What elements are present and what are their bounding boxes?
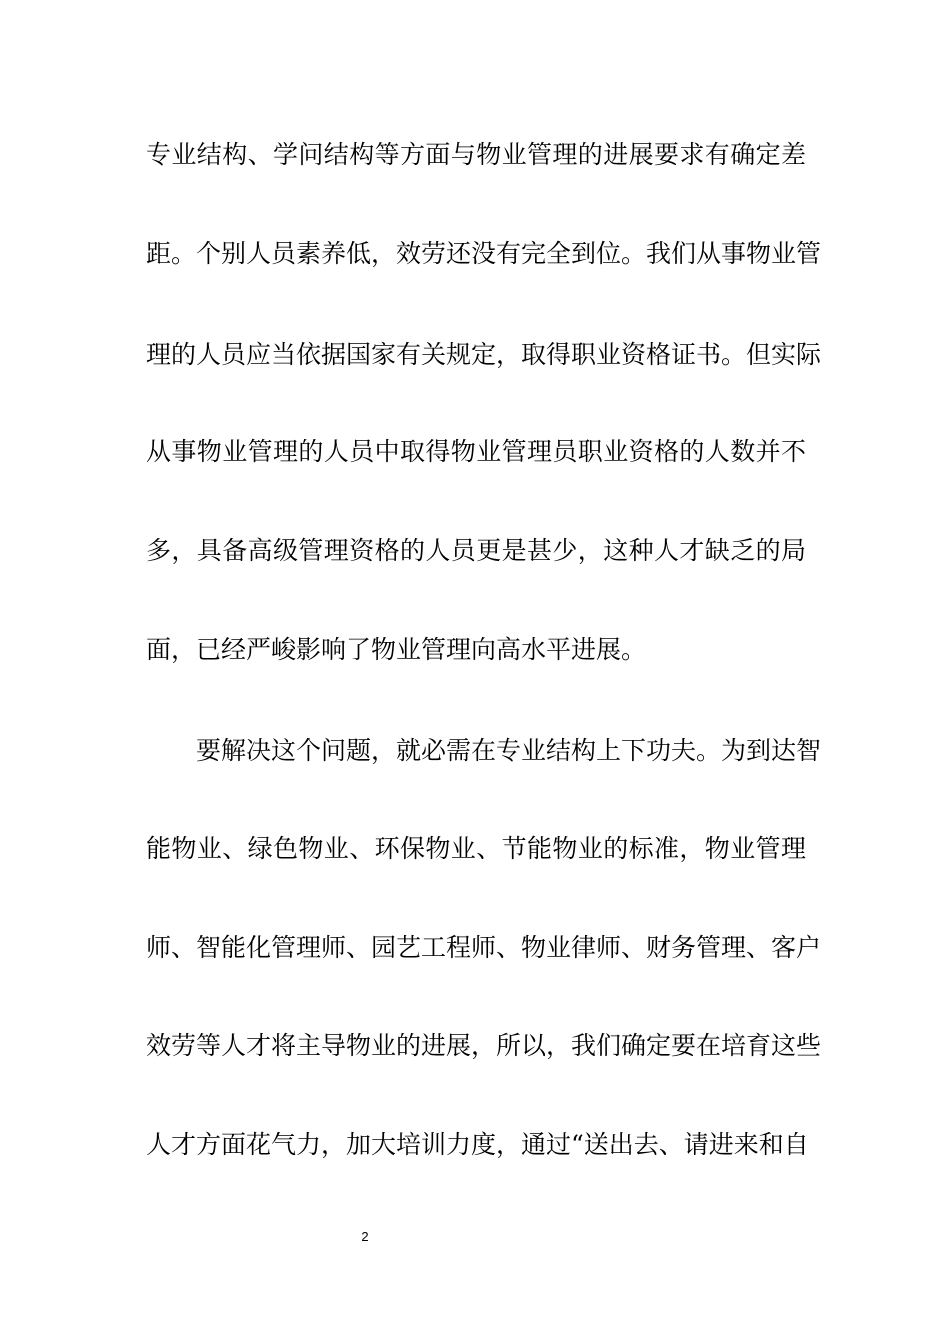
text-line: 多，具备高级管理资格的人员更是甚少，这种人才缺乏的局 (146, 536, 806, 565)
text-line: 距。个别人员素养低，效劳还没有完全到位。我们从事物业管 (146, 239, 822, 268)
text-line: 能物业、绿色物业、环保物业、节能物业的标准，物业管理 (146, 834, 806, 863)
text-line: 人才方面花气力，加大培训力度，通过“送出去、请进来和自 (146, 1130, 809, 1159)
text-line: 从事物业管理的人员中取得物业管理员职业资格的人数并不 (146, 437, 806, 466)
text-line: 效劳等人才将主导物业的进展，所以，我们确定要在培育这些 (146, 1031, 822, 1060)
text-line: 师、智能化管理师、园艺工程师、物业律师、财务管理、客户 (146, 933, 822, 962)
text-line: 理的人员应当依据国家有关规定，取得职业资格证书。但实际 (146, 340, 822, 369)
paragraph-first-line: 要解决这个问题，就必需在专业结构上下功夫。为到达智 (196, 736, 822, 765)
page-number: 2 (361, 1229, 369, 1244)
text-line: 面，已经严峻影响了物业管理向高水平进展。 (146, 635, 647, 664)
text-line: 专业结构、学问结构等方面与物业管理的进展要求有确定差 (146, 140, 806, 169)
